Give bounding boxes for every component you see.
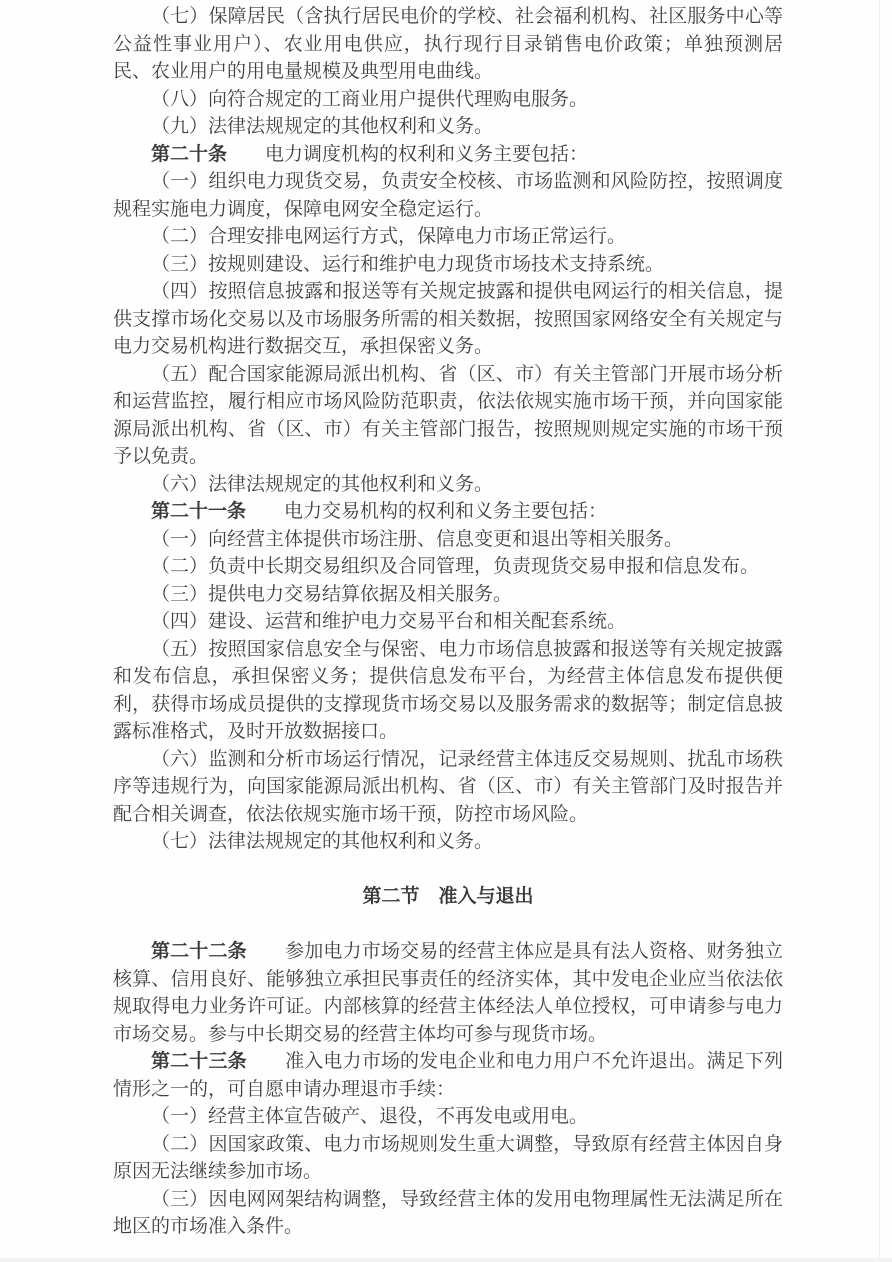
paragraph-text: 准入电力市场的发电企业和电力用户不允许退出。满足下列情形之一的，可自愿申请办理退市手续： xyxy=(113,1051,783,1100)
paragraph xyxy=(113,1186,783,1241)
article-number: 第二十一条 xyxy=(151,501,247,522)
paragraph-text: （七）法律法规规定的其他权利和义务。 xyxy=(151,831,494,852)
paragraph-text: （九）法律法规规定的其他权利和义务。 xyxy=(151,116,494,137)
paragraph-text: （二）因国家政策、电力市场规则发生重大调整，导致原有经营主体因自身原因无法继续参加市场。 xyxy=(113,1133,783,1182)
paragraph-text: （三）因电网网架结构调整，导致经营主体的发用电物理属性无法满足所在地区的市场准入条件。 xyxy=(113,1188,783,1237)
paragraph-text: （二）负责中长期交易组织及合同管理，负责现货交易申报和信息发布。 xyxy=(151,556,760,577)
paragraph-text: （四）按照信息披露和报送等有关规定披露和提供电网运行的相关信息，提供支撑市场化交易以及市场服务所需的相关数据，按照国家网络安全有关规定与电力交易机构进行数据交互，承担保密义务。 xyxy=(113,281,783,357)
paragraph xyxy=(113,828,783,856)
paragraph xyxy=(113,86,783,114)
paragraph-text: （一）向经营主体提供市场注册、信息变更和退出等相关服务。 xyxy=(151,528,684,550)
paragraph xyxy=(113,361,783,471)
paragraph xyxy=(113,1131,783,1186)
article-number: 第二十二条 xyxy=(151,941,247,962)
paragraph-text: （三）按规则建设、运行和维护电力现货市场技术支持系统。 xyxy=(151,253,665,275)
paragraph-text: 电力调度机构的权利和义务主要包括： xyxy=(227,143,589,165)
paragraph-text: （四）建设、运营和维护电力交易平台和相关配套系统。 xyxy=(151,611,627,632)
paragraph-text: （五）按照国家信息安全与保密、电力市场信息披露和报送等有关规定披露和发布信息，承担保密义务；提供信息发布平台，为经营主体信息发布提供便利，获得市场成员提供的支撑现货市场交易以及服务需求的数据等；制定信息披露标准格式，及时开放数据接口。 xyxy=(113,638,783,742)
paragraph-text: 参加电力市场交易的经营主体应是具有法人资格、财务独立核算、信用良好、能够独立承担民事责任的经济实体，其中发电企业应当依法依规取得电力业务许可证。内部核算的经营主体经法人单位授权，可申请参与电力市场交易。参与中长期交易的经营主体均可参与现货市场。 xyxy=(113,941,783,1045)
document-content xyxy=(113,3,783,1241)
paragraph xyxy=(113,223,783,251)
paragraph-text: （五）配合国家能源局派出机构、省（区、市）有关主管部门开展市场分析和运营监控，履行相应市场风险防范职责，依法依规实施市场干预，并向国家能源局派出机构、省（区、市）有关主管部门报告，按照规则规定实施的市场干预予以免责。 xyxy=(113,363,783,467)
paragraph-article-20 xyxy=(113,141,783,169)
paragraph-article-23 xyxy=(113,1048,783,1103)
article-number: 第二十条 xyxy=(151,143,228,165)
paragraph-text: （六）法律法规规定的其他权利和义务。 xyxy=(151,473,494,495)
section-heading: 第二节 准入与退出 xyxy=(362,886,534,907)
paragraph xyxy=(113,113,783,141)
paragraph-text: 电力交易机构的权利和义务主要包括： xyxy=(246,501,608,522)
page-bottom-shadow xyxy=(0,1258,892,1262)
paragraph-text: （一）经营主体宣告破产、退役，不再发电或用电。 xyxy=(151,1106,589,1127)
paragraph-text: （一）组织电力现货交易，负责安全校核、市场监测和风险防控，按照调度规程实施电力调度，保障电网安全稳定运行。 xyxy=(113,171,783,220)
paragraph xyxy=(113,608,783,636)
paragraph xyxy=(113,168,783,223)
paragraph-text: （六）监测和分析市场运行情况，记录经营主体违反交易规则、扰乱市场秩序等违规行为，向国家能源局派出机构、省（区、市）有关主管部门及时报告并配合相关调查，依法依规实施市场干预，防控市场风险。 xyxy=(113,748,783,825)
paragraph xyxy=(113,636,783,746)
paragraph xyxy=(113,581,783,609)
paragraph xyxy=(113,471,783,499)
paragraph xyxy=(113,526,783,554)
paragraph-text: （三）提供电力交易结算依据及相关服务。 xyxy=(151,583,513,605)
paragraph xyxy=(113,746,783,829)
paragraph-article-21 xyxy=(113,498,783,526)
paragraph xyxy=(113,3,783,86)
article-number: 第二十三条 xyxy=(151,1051,247,1072)
paragraph-text: （七）保障居民（含执行居民电价的学校、社会福利机构、社区服务中心等公益性事业用户）、农业用电供应，执行现行目录销售电价政策；单独预测居民、农业用户的用电量规模及典型用电曲线。 xyxy=(113,6,783,82)
paragraph xyxy=(113,553,783,581)
paragraph xyxy=(113,278,783,361)
paragraph-text: （二）合理安排电网运行方式，保障电力市场正常运行。 xyxy=(151,226,627,247)
page-edge-line xyxy=(879,0,880,1262)
paragraph xyxy=(113,251,783,279)
paragraph xyxy=(113,1103,783,1131)
paragraph-article-22 xyxy=(113,938,783,1048)
paragraph-text: （八）向符合规定的工商业用户提供代理购电服务。 xyxy=(151,88,589,110)
